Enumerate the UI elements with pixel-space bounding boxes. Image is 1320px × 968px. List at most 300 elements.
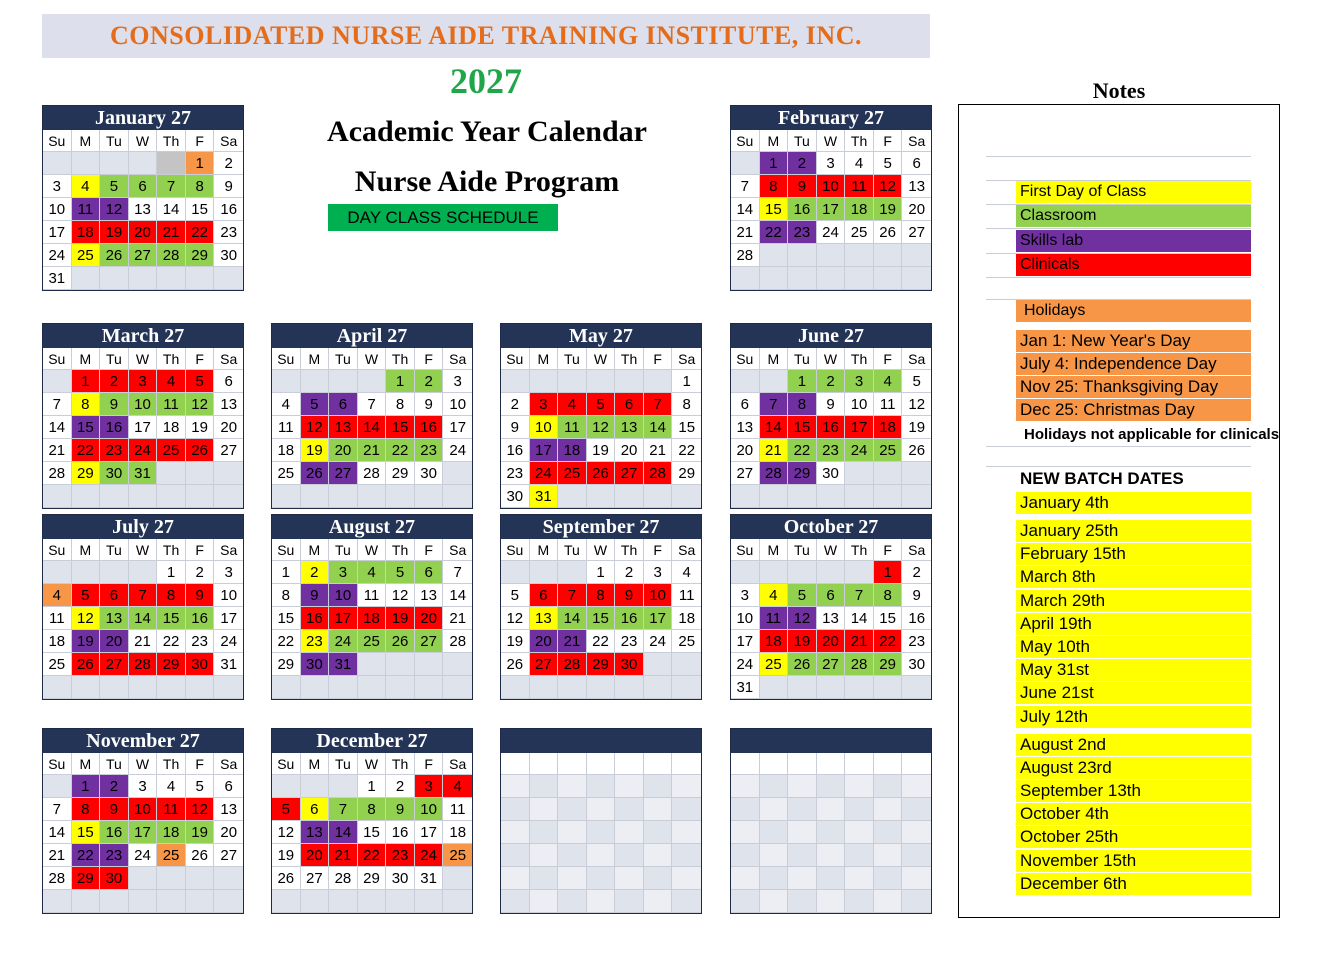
- weekday-header: Sa: [902, 539, 931, 561]
- day-cell: 20: [615, 439, 644, 462]
- day-cell: 16: [214, 198, 243, 221]
- weekday-header: W: [817, 130, 846, 152]
- day-cell: 12: [186, 393, 215, 416]
- day-cell: 22: [72, 844, 101, 867]
- weekday-header: Tu: [329, 348, 358, 370]
- day-cell: 6: [214, 370, 243, 393]
- day-cell: 13: [214, 393, 243, 416]
- day-cell: 20: [214, 416, 243, 439]
- day-cell: 8: [272, 584, 301, 607]
- empty-cell: [272, 370, 301, 393]
- month-calendar: [42, 728, 244, 914]
- empty-cell: [845, 244, 874, 267]
- weekday-header: M: [72, 130, 101, 152]
- batch-date: October 4th: [1016, 803, 1251, 825]
- empty-cell: [186, 485, 215, 508]
- day-cell: 9: [817, 393, 846, 416]
- day-cell: 5: [100, 175, 129, 198]
- empty-cell: [902, 867, 931, 890]
- day-cell: 4: [157, 775, 186, 798]
- day-cell: 22: [672, 439, 701, 462]
- empty-cell: [760, 890, 789, 913]
- empty-cell: [186, 867, 215, 890]
- empty-cell: [874, 676, 903, 699]
- month-title: March 27: [43, 324, 243, 348]
- day-cell: 23: [186, 630, 215, 653]
- day-cell: 8: [157, 584, 186, 607]
- day-cell: 27: [100, 653, 129, 676]
- month-grid: [272, 753, 472, 913]
- month-title: July 27: [43, 515, 243, 539]
- empty-cell: [845, 867, 874, 890]
- day-cell: 17: [845, 416, 874, 439]
- day-cell: 21: [129, 630, 158, 653]
- day-cell: 23: [817, 439, 846, 462]
- empty-cell: [530, 798, 559, 821]
- day-cell: 27: [214, 844, 243, 867]
- empty-cell: [358, 653, 387, 676]
- day-cell: 18: [157, 821, 186, 844]
- day-cell: 4: [558, 393, 587, 416]
- month-calendar: [42, 514, 244, 700]
- day-cell: 17: [731, 630, 760, 653]
- day-cell: 14: [157, 198, 186, 221]
- empty-cell: [644, 890, 673, 913]
- empty-cell: [587, 370, 616, 393]
- day-cell: 6: [530, 584, 559, 607]
- day-cell: 28: [731, 244, 760, 267]
- day-cell: 20: [301, 844, 330, 867]
- day-cell: 11: [157, 393, 186, 416]
- day-cell: 11: [72, 198, 101, 221]
- empty-cell: [530, 821, 559, 844]
- batch-date: September 13th: [1016, 780, 1251, 802]
- empty-cell: [43, 676, 72, 699]
- day-cell: 7: [157, 175, 186, 198]
- day-cell: 9: [501, 416, 530, 439]
- empty-cell: [100, 561, 129, 584]
- day-cell: 5: [272, 798, 301, 821]
- day-cell: 10: [443, 393, 472, 416]
- empty-cell: [587, 753, 616, 775]
- empty-cell: [129, 485, 158, 508]
- day-cell: 13: [615, 416, 644, 439]
- day-cell: 19: [186, 416, 215, 439]
- weekday-header: Sa: [902, 348, 931, 370]
- weekday-header: Su: [272, 348, 301, 370]
- weekday-header: Su: [272, 753, 301, 775]
- weekday-header: Tu: [329, 753, 358, 775]
- weekday-header: W: [129, 539, 158, 561]
- empty-cell: [329, 370, 358, 393]
- day-cell: 1: [186, 152, 215, 175]
- empty-cell: [100, 267, 129, 290]
- day-cell: 28: [358, 462, 387, 485]
- empty-cell: [129, 267, 158, 290]
- empty-cell: [672, 798, 701, 821]
- batch-date: November 15th: [1016, 850, 1251, 872]
- empty-cell: [501, 676, 530, 699]
- empty-cell: [272, 890, 301, 913]
- day-cell: 19: [100, 221, 129, 244]
- day-cell: 23: [301, 630, 330, 653]
- day-cell: 3: [214, 561, 243, 584]
- day-cell: 6: [902, 152, 931, 175]
- empty-cell: [358, 676, 387, 699]
- empty-cell: [845, 821, 874, 844]
- day-cell: 15: [157, 607, 186, 630]
- day-cell: 8: [358, 798, 387, 821]
- day-cell: 14: [760, 416, 789, 439]
- day-cell: 29: [72, 867, 101, 890]
- empty-cell: [760, 267, 789, 290]
- weekday-header: M: [72, 539, 101, 561]
- day-cell: 12: [301, 416, 330, 439]
- notes-divider: [986, 277, 1251, 278]
- empty-cell: [845, 798, 874, 821]
- day-cell: 27: [615, 462, 644, 485]
- empty-cell: [501, 753, 530, 775]
- holiday-item: July 4: Independence Day: [1016, 353, 1251, 375]
- empty-cell: [817, 485, 846, 508]
- empty-cell: [530, 867, 559, 890]
- weekday-header: Th: [386, 539, 415, 561]
- day-cell: 2: [902, 561, 931, 584]
- empty-cell: [731, 844, 760, 867]
- empty-cell: [615, 867, 644, 890]
- day-cell: 25: [358, 630, 387, 653]
- day-cell: 10: [43, 198, 72, 221]
- day-cell: 23: [902, 630, 931, 653]
- day-cell: 26: [72, 653, 101, 676]
- day-cell: 3: [845, 370, 874, 393]
- empty-cell: [788, 798, 817, 821]
- holiday-item: Nov 25: Thanksgiving Day: [1016, 376, 1251, 398]
- day-cell: 17: [644, 607, 673, 630]
- day-cell: 1: [386, 370, 415, 393]
- empty-cell: [731, 890, 760, 913]
- empty-cell: [902, 753, 931, 775]
- day-cell: 15: [587, 607, 616, 630]
- day-cell: 19: [186, 821, 215, 844]
- day-cell: 25: [558, 462, 587, 485]
- empty-cell: [72, 561, 101, 584]
- day-cell: 14: [558, 607, 587, 630]
- day-cell: 20: [530, 630, 559, 653]
- day-cell: 4: [43, 584, 72, 607]
- empty-cell: [644, 370, 673, 393]
- day-cell: 9: [100, 393, 129, 416]
- weekday-header: Th: [157, 348, 186, 370]
- day-cell: 6: [615, 393, 644, 416]
- empty-cell: [214, 462, 243, 485]
- empty-cell: [501, 890, 530, 913]
- empty-cell: [874, 244, 903, 267]
- empty-cell: [100, 890, 129, 913]
- day-cell: 1: [72, 775, 101, 798]
- empty-cell: [358, 485, 387, 508]
- month-calendar: [500, 514, 702, 700]
- day-cell: 27: [301, 867, 330, 890]
- month-calendar: [271, 514, 473, 700]
- day-cell: 14: [43, 416, 72, 439]
- batch-date: July 12th: [1016, 706, 1251, 728]
- empty-cell: [587, 867, 616, 890]
- batch-date: August 2nd: [1016, 734, 1251, 756]
- empty-cell: [530, 561, 559, 584]
- weekday-header: Su: [43, 539, 72, 561]
- weekday-header: Th: [615, 539, 644, 561]
- day-cell: 4: [72, 175, 101, 198]
- weekday-header: W: [129, 130, 158, 152]
- empty-cell: [902, 462, 931, 485]
- day-cell: 5: [186, 775, 215, 798]
- day-cell: 26: [272, 867, 301, 890]
- day-cell: 16: [415, 416, 444, 439]
- day-cell: 7: [443, 561, 472, 584]
- day-cell: 25: [845, 221, 874, 244]
- day-cell: 7: [43, 798, 72, 821]
- day-cell: 30: [501, 485, 530, 508]
- day-cell: 1: [874, 561, 903, 584]
- weekday-header: F: [644, 348, 673, 370]
- day-cell: 3: [129, 775, 158, 798]
- day-cell: 23: [788, 221, 817, 244]
- weekday-header: F: [874, 348, 903, 370]
- empty-cell: [587, 844, 616, 867]
- empty-cell: [845, 676, 874, 699]
- day-cell: 4: [272, 393, 301, 416]
- batch-date: April 19th: [1016, 613, 1251, 635]
- day-cell: 11: [558, 416, 587, 439]
- empty-cell: [615, 844, 644, 867]
- day-cell: 3: [43, 175, 72, 198]
- day-cell: 13: [100, 607, 129, 630]
- weekday-header: Sa: [443, 539, 472, 561]
- day-cell: 30: [100, 867, 129, 890]
- batch-date: June 21st: [1016, 682, 1251, 704]
- empty-cell: [443, 890, 472, 913]
- empty-cell: [214, 267, 243, 290]
- weekday-header: M: [301, 348, 330, 370]
- day-cell: 14: [443, 584, 472, 607]
- empty-cell: [845, 890, 874, 913]
- day-cell: 14: [358, 416, 387, 439]
- day-cell: 24: [214, 630, 243, 653]
- notes-divider: [986, 446, 1251, 447]
- day-cell: 30: [902, 653, 931, 676]
- empty-cell: [845, 844, 874, 867]
- empty-cell: [672, 821, 701, 844]
- day-cell: 15: [72, 821, 101, 844]
- day-cell: 25: [157, 844, 186, 867]
- empty-cell: [615, 753, 644, 775]
- empty-cell: [760, 370, 789, 393]
- empty-cell: [845, 775, 874, 798]
- empty-cell: [558, 867, 587, 890]
- weekday-header: Tu: [100, 130, 129, 152]
- day-cell: 5: [501, 584, 530, 607]
- empty-cell: [186, 462, 215, 485]
- day-cell: 17: [129, 416, 158, 439]
- month-title: January 27: [43, 106, 243, 130]
- day-cell: 27: [530, 653, 559, 676]
- empty-cell: [186, 267, 215, 290]
- empty-cell: [817, 867, 846, 890]
- empty-cell: [587, 890, 616, 913]
- day-cell: 22: [760, 221, 789, 244]
- empty-cell: [501, 370, 530, 393]
- day-cell: 14: [644, 416, 673, 439]
- weekday-header: Sa: [672, 348, 701, 370]
- day-cell: 9: [386, 798, 415, 821]
- day-cell: 10: [731, 607, 760, 630]
- empty-cell: [874, 844, 903, 867]
- day-cell: 21: [43, 844, 72, 867]
- empty-cell: [760, 798, 789, 821]
- page-title: Academic Year Calendar: [327, 115, 647, 148]
- day-cell: 15: [186, 198, 215, 221]
- empty-cell: [272, 676, 301, 699]
- day-cell: 19: [386, 607, 415, 630]
- day-cell: 9: [186, 584, 215, 607]
- day-cell: 12: [874, 175, 903, 198]
- day-cell: 6: [817, 584, 846, 607]
- empty-cell: [615, 370, 644, 393]
- day-cell: 11: [358, 584, 387, 607]
- empty-cell: [329, 485, 358, 508]
- empty-cell: [788, 844, 817, 867]
- weekday-header: F: [415, 539, 444, 561]
- weekday-header: Su: [731, 539, 760, 561]
- day-cell: 7: [731, 175, 760, 198]
- weekday-header: M: [301, 539, 330, 561]
- day-cell: 9: [214, 175, 243, 198]
- day-cell: 21: [157, 221, 186, 244]
- day-cell: 1: [587, 561, 616, 584]
- day-cell: 6: [214, 775, 243, 798]
- day-cell: 24: [530, 462, 559, 485]
- day-cell: 2: [386, 775, 415, 798]
- day-cell: 10: [530, 416, 559, 439]
- day-cell: 6: [100, 584, 129, 607]
- weekday-header: Tu: [558, 539, 587, 561]
- day-cell: 30: [214, 244, 243, 267]
- weekday-header: Sa: [672, 539, 701, 561]
- day-cell: 3: [731, 584, 760, 607]
- day-cell: 26: [186, 844, 215, 867]
- weekday-header: Th: [157, 130, 186, 152]
- day-cell: 4: [874, 370, 903, 393]
- day-cell: 4: [443, 775, 472, 798]
- holidays-header: Holidays: [1016, 300, 1251, 322]
- day-cell: 24: [817, 221, 846, 244]
- empty-cell: [874, 462, 903, 485]
- empty-cell: [129, 867, 158, 890]
- day-cell: 11: [874, 393, 903, 416]
- day-cell: 5: [587, 393, 616, 416]
- day-cell: 27: [415, 630, 444, 653]
- holidays-note: Holidays not applicable for clinicals: [1024, 426, 1280, 443]
- day-cell: 7: [358, 393, 387, 416]
- empty-cell: [672, 753, 701, 775]
- day-cell: 10: [415, 798, 444, 821]
- day-cell: 22: [386, 439, 415, 462]
- empty-cell: [788, 676, 817, 699]
- day-cell: 7: [329, 798, 358, 821]
- day-cell: 5: [874, 152, 903, 175]
- weekday-header: Tu: [100, 539, 129, 561]
- weekday-header: M: [72, 348, 101, 370]
- empty-cell: [558, 753, 587, 775]
- institute-banner: CONSOLIDATED NURSE AIDE TRAINING INSTITUTE, INC.: [42, 14, 930, 58]
- day-cell: 20: [329, 439, 358, 462]
- empty-cell: [558, 370, 587, 393]
- day-cell: 3: [817, 152, 846, 175]
- empty-cell: [615, 485, 644, 508]
- day-cell: 26: [587, 462, 616, 485]
- day-cell: 6: [129, 175, 158, 198]
- empty-cell: [644, 844, 673, 867]
- day-cell: 7: [558, 584, 587, 607]
- day-cell: 2: [501, 393, 530, 416]
- day-cell: 27: [329, 462, 358, 485]
- empty-cell: [902, 775, 931, 798]
- day-cell: 11: [672, 584, 701, 607]
- day-cell: 13: [329, 416, 358, 439]
- day-cell: 29: [587, 653, 616, 676]
- day-cell: 5: [902, 370, 931, 393]
- day-cell: 24: [731, 653, 760, 676]
- day-cell: 7: [760, 393, 789, 416]
- month-title: February 27: [731, 106, 931, 130]
- day-cell: 30: [386, 867, 415, 890]
- empty-cell: [558, 844, 587, 867]
- day-cell: 17: [443, 416, 472, 439]
- empty-cell: [501, 821, 530, 844]
- month-grid: [501, 753, 701, 913]
- empty-cell: [644, 753, 673, 775]
- day-cell: 10: [214, 584, 243, 607]
- legend-item: First Day of Class: [1016, 181, 1251, 203]
- day-cell: 9: [301, 584, 330, 607]
- empty-cell: [874, 753, 903, 775]
- empty-cell: [902, 890, 931, 913]
- day-cell: 18: [272, 439, 301, 462]
- day-cell: 8: [386, 393, 415, 416]
- weekday-header: Tu: [788, 130, 817, 152]
- day-cell: 28: [329, 867, 358, 890]
- empty-cell: [760, 485, 789, 508]
- day-cell: 5: [788, 584, 817, 607]
- weekday-header: F: [874, 130, 903, 152]
- day-cell: 23: [386, 844, 415, 867]
- day-cell: 13: [902, 175, 931, 198]
- day-cell: 2: [615, 561, 644, 584]
- day-cell: 2: [214, 152, 243, 175]
- legend-item: Classroom: [1016, 205, 1251, 227]
- month-calendar: [42, 323, 244, 509]
- day-cell: 26: [501, 653, 530, 676]
- day-cell: 6: [329, 393, 358, 416]
- weekday-header: Su: [501, 348, 530, 370]
- month-calendar: [500, 323, 702, 509]
- empty-cell: [72, 267, 101, 290]
- legend-item: Skills lab: [1016, 230, 1251, 252]
- empty-cell: [817, 753, 846, 775]
- day-cell: 30: [415, 462, 444, 485]
- day-cell: 19: [301, 439, 330, 462]
